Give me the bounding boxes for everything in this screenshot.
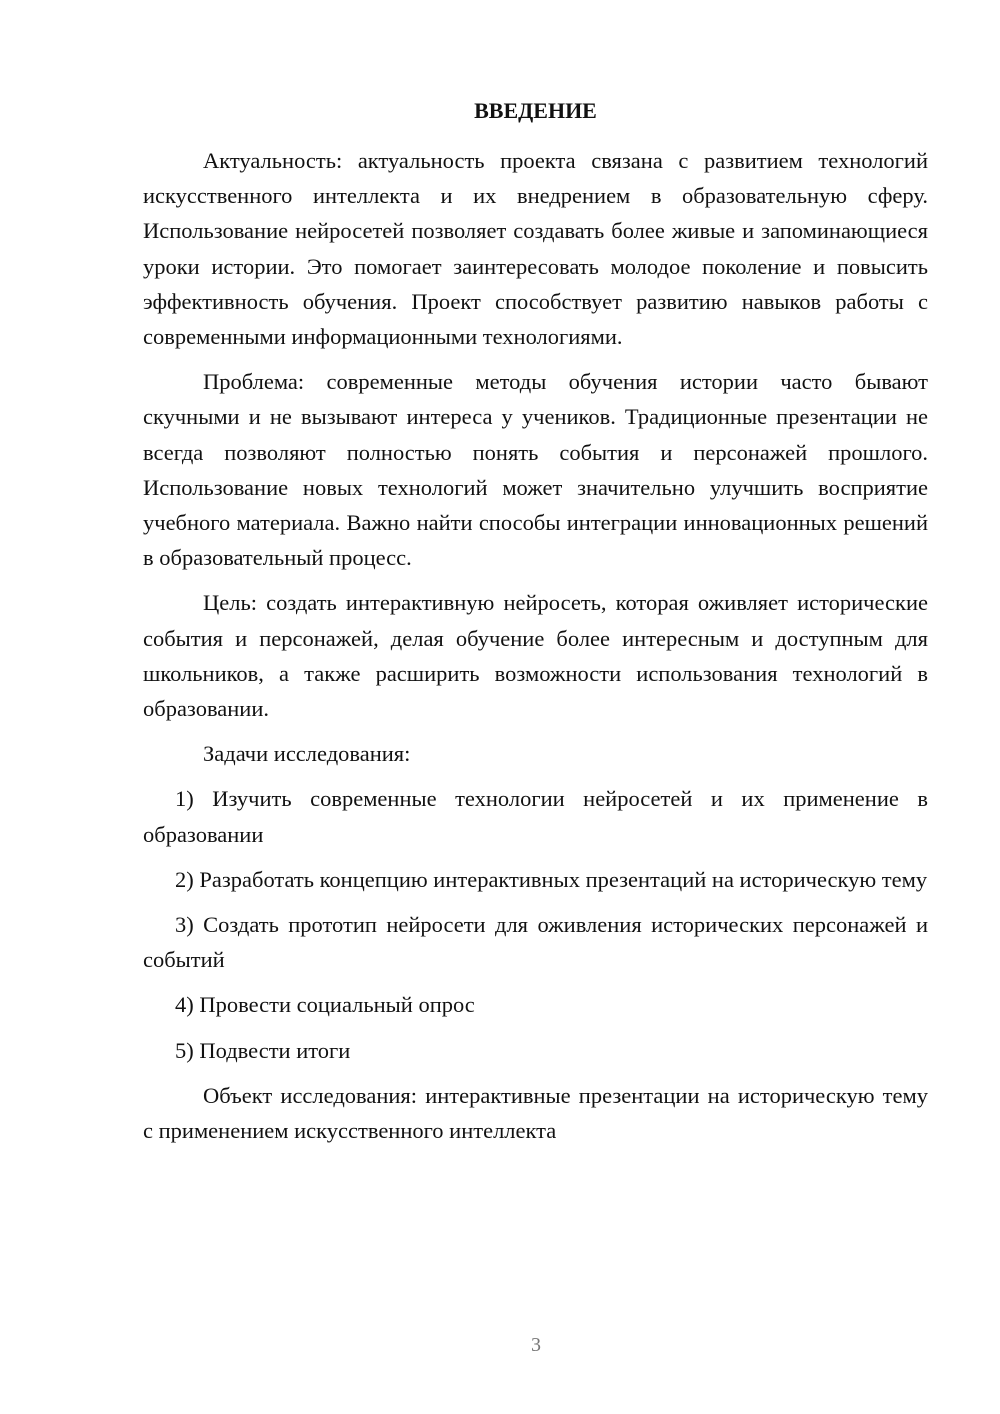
paragraph-relevance: Актуальность: актуальность проекта связана с развитием технологий искусственного интеллекта и их внедрением в образовательную сферу. Использование нейросетей позволяет создавать более живые и запоминающиеся уроки истории. Это помогает заинтересовать молодое поколение и повысить эффективность обучения. Проект способствует развитию навыков работы с современными информационными технологиями. xyxy=(143,148,928,350)
page-number: 3 xyxy=(531,1334,541,1356)
task-item-1: 1) Изучить современные технологии нейросетей и их применение в образовании xyxy=(143,786,928,847)
section-heading: ВВЕДЕНИЕ xyxy=(474,98,597,123)
paragraph-problem: Проблема: современные методы обучения истории часто бывают скучными и не вызывают интереса у учеников. Традиционные презентации не всегда позволяют полностью понять события и персонажей прошлого. Использование новых технологий может значительно улучшить восприятие учебного материала. Важно найти способы интеграции инновационных решений в образовательный процесс. xyxy=(143,369,928,571)
tasks-title: Задачи исследования: xyxy=(203,741,411,767)
task-item-4: 4) Провести социальный опрос xyxy=(175,992,475,1018)
task-item-2: 2) Разработать концепцию интерактивных презентаций на историческую тему xyxy=(175,866,928,892)
paragraph-goal: Цель: создать интерактивную нейросеть, которая оживляет исторические события и персонажей, делая обучение более интересным и доступным для школьников, а также расширить возможности использования технологий в образовании. xyxy=(143,590,928,722)
task-item-5: 5) Подвести итоги xyxy=(175,1037,351,1063)
document-body xyxy=(143,143,928,1148)
paragraph-object: Объект исследования: интерактивные презентации на историческую тему с применением искусственного интеллекта xyxy=(143,1082,928,1144)
task-item-3: 3) Создать прототип нейросети для оживления исторических персонажей и событий xyxy=(143,912,928,973)
